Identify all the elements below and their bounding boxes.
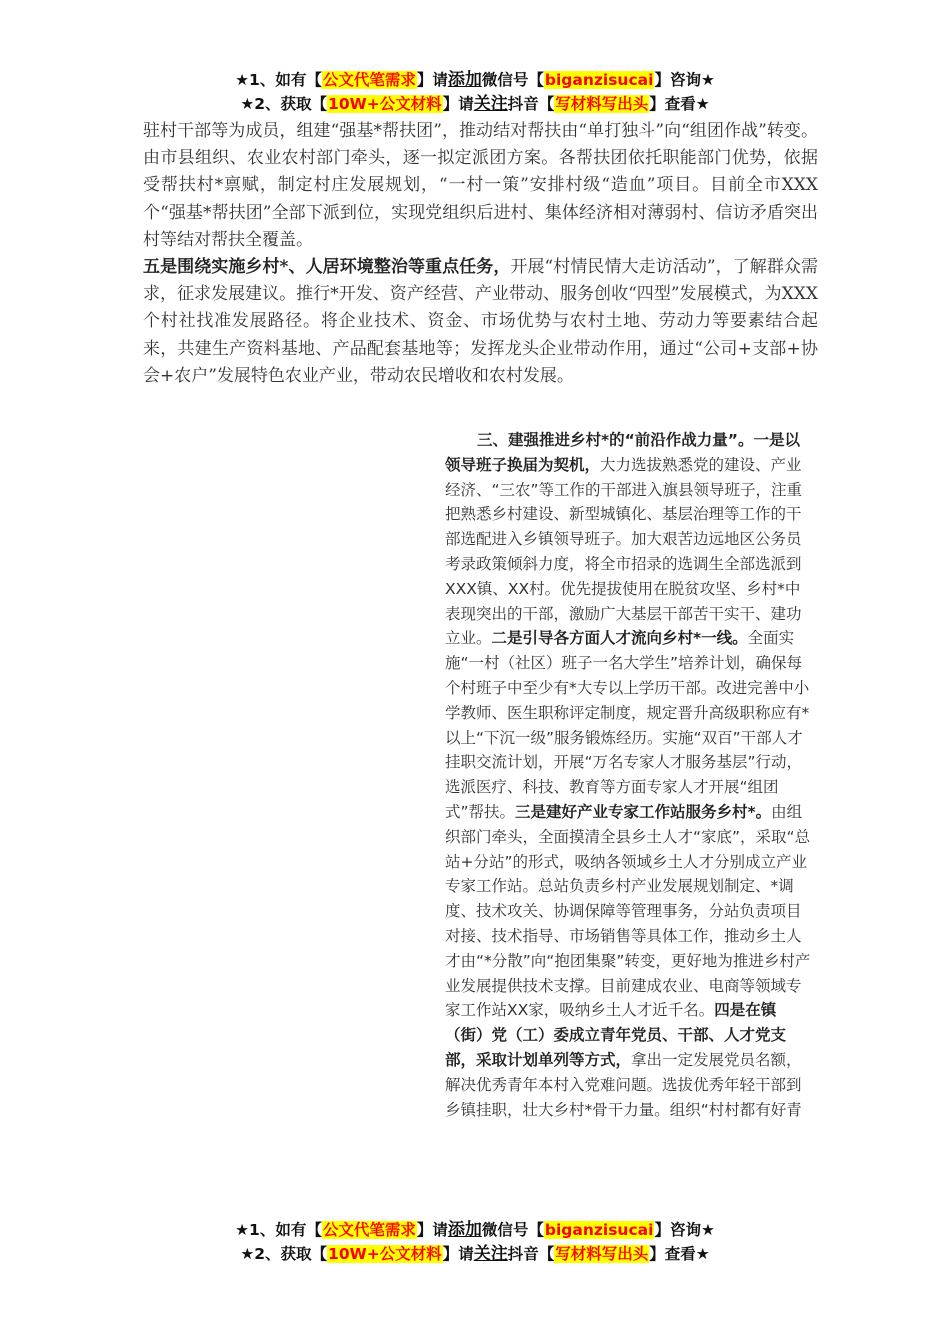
point-4-lead: 四是在镇（街）党（工）委成立青年党员、干部、人才党支部，采取计划单列等方式， [445,1001,787,1069]
section-three [445,428,811,1122]
highlight-service: 公文代笔需求 [322,1221,416,1239]
highlight-wechat-id: biganzisucai [544,71,654,89]
paragraph-2-lead: 五是围绕实施乡村*、人居环境整治等重点任务， [143,257,511,278]
banner-text: 】请 [442,1245,474,1263]
banner-line-2 [0,1242,950,1266]
point-1: 大力选拔熟悉党的建设、产业经济、“三农”等工作的干部进入旗县领导班子，注重把熟悉乡村建设、新型城镇化、基层治理等工作的干部选配进入乡镇领导班子。加大艰苦边远地区公务员考录政策倾斜力度，将全市招录的选调生全部选派到XXX镇、XX村。优先提拔使用在脱贫攻坚、乡村*中表现突出的干部，激励广大基层干部苦干实干、建功立业。 [445,455,803,648]
banner-text: ★2、获取【 [240,95,328,113]
banner-text: 】请 [416,71,448,89]
banner-text: 】查看★ [649,1245,710,1263]
highlight-douyin-id: 写材料写出头 [555,95,649,113]
highlight-douyin-id: 写材料写出头 [555,1245,649,1263]
point-4: 拿出一定发展党员名额，解决优秀青年本村入党难问题。选拔优秀年轻干部到乡镇挂职，壮大乡村*骨干力量。组织“村村都有好青 [445,1050,802,1119]
banner-text: ★1、如有【 [235,71,322,89]
banner-emphasis: 添加 [447,70,482,90]
banner-text: ★1、如有【 [235,1221,322,1239]
banner-emphasis: 关注 [473,94,508,114]
body-text [143,118,818,390]
banner-emphasis: 添加 [447,1220,482,1240]
point-3: 由组织部门牵头，全面摸清全县乡土人才“家底”，采取“总站+分站”的形式，吸纳各领域乡土人才分别成立产业专家工作站。总站负责乡村产业发展规划制定、*调度、技术攻关、协调保障等管理事务，分站负责项目对接、技术指导、市场销售等具体工作，推动乡土人才由“*分散”向“抱团集聚”转变，更好地为推进乡村产业发展提供技术支撑。目前建成农业、电商等领域专家工作站XX家，吸纳乡土人才近千名。 [445,802,811,1020]
point-2: 全面实施“一村（社区）班子一名大学生”培养计划，确保每个村班子中至少有*大专以上学历干部。改进完善中小学教师、医生职称评定制度，规定晋升高级职称应有*以上“下沉一级”服务锻炼经历。实施“双百”干部人才挂职交流计划，开展“万名专家人才服务基层”行动，选派医疗、科技、教育等方面专家人才开展“组团式”帮扶。 [445,629,810,821]
banner-text: 】咨询★ [654,71,715,89]
header-banner [0,68,950,116]
paragraph-2: 开展“村情民情大走访活动”，了解群众需求，征求发展建议。推行*开发、资产经营、产业带动、服务创收“四型”发展模式，为XXX个村社找准发展路径。将企业技术、资金、市场优势与农村土地、劳动力等要素结合起来，共建生产资料基地、产品配套基地等；发挥龙头企业带动作用，通过“公司+支部+协会+农户”发展特色农业产业，带动农民增收和农村发展。 [143,257,818,386]
highlight-materials: 10W+公文材料 [328,1245,442,1263]
highlight-service: 公文代笔需求 [322,71,416,89]
banner-emphasis: 关注 [473,1244,508,1264]
footer-banner [0,1218,950,1266]
banner-text: 微信号【 [481,1221,544,1239]
banner-text: 】查看★ [649,95,710,113]
highlight-wechat-id: biganzisucai [544,1221,654,1239]
banner-text: 抖音【 [507,1245,555,1263]
point-2-lead: 二是引导各方面人才流向乡村*一线。 [491,629,748,648]
banner-text: ★2、获取【 [240,1245,328,1263]
section-heading: 三、建强推进乡村*的“前沿作战力量”。 [477,431,754,449]
point-1-lead: 一是以领导班子换届为契机， [445,431,800,474]
banner-text: 微信号【 [481,71,544,89]
banner-text: 】请 [442,95,474,113]
banner-text: 抖音【 [507,95,555,113]
banner-line-2 [0,92,950,116]
point-3-lead: 三是建好产业专家工作站服务乡村*。 [515,802,772,821]
banner-text: 】请 [416,1221,448,1239]
banner-line-1 [0,68,950,92]
paragraph-1: 驻村干部等为成员，组建“强基*帮扶团”，推动结对帮扶由“单打独斗”向“组团作战”转变。由市县组织、农业农村部门牵头，逐一拟定派团方案。各帮扶团依托职能部门优势，依据受帮扶村*禀赋，制定村庄发展规划，“一村一策”安排村级“造血”项目。目前全市XXX个“强基*帮扶团”全部下派到位，实现党组织后进村、集体经济相对薄弱村、信访矛盾突出村等结对帮扶全覆盖。 [143,121,818,250]
banner-text: 】咨询★ [654,1221,715,1239]
highlight-materials: 10W+公文材料 [328,95,442,113]
banner-line-1 [0,1218,950,1242]
